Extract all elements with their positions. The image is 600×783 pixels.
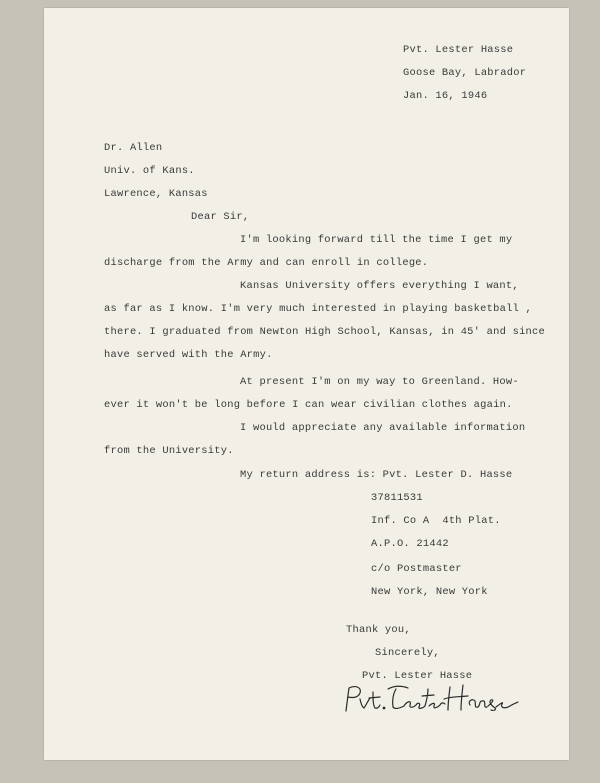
recipient-city: Lawrence, Kansas [104, 188, 208, 200]
body-line: ever it won't be long before I can wear civilian clothes again. [104, 399, 513, 411]
recipient-name: Dr. Allen [104, 142, 163, 154]
return-address-intro: My return address is: Pvt. Lester D. Hasse [240, 469, 513, 481]
body-line: Kansas University offers everything I want, [240, 280, 519, 292]
return-address-line: 37811531 [371, 492, 423, 504]
return-address-line: Inf. Co A 4th Plat. [371, 515, 501, 527]
return-address-line: A.P.O. 21442 [371, 538, 449, 550]
sender-name: Pvt. Lester Hasse [403, 44, 514, 56]
closing-thanks: Thank you, [346, 624, 411, 636]
body-line: from the University. [104, 445, 234, 457]
body-line: have served with the Army. [104, 349, 273, 361]
handwritten-signature [300, 677, 520, 719]
salutation: Dear Sir, [191, 211, 250, 223]
body-line: as far as I know. I'm very much interested in playing basketball , [104, 303, 533, 315]
return-address-line: c/o Postmaster [371, 563, 462, 575]
body-line: discharge from the Army and can enroll in college. [104, 257, 429, 269]
return-address-line: New York, New York [371, 586, 488, 598]
letter-date: Jan. 16, 1946 [403, 90, 488, 102]
sender-location: Goose Bay, Labrador [403, 67, 527, 79]
body-line: I'm looking forward till the time I get my [240, 234, 513, 246]
typed-name: Pvt. Lester Hasse [362, 670, 473, 682]
recipient-institution: Univ. of Kans. [104, 165, 195, 177]
closing-sincerely: Sincerely, [375, 647, 440, 659]
body-line: there. I graduated from Newton High School, Kansas, in 45' and since [104, 326, 546, 338]
body-line: I would appreciate any available information [240, 422, 526, 434]
body-line: At present I'm on my way to Greenland. How- [240, 376, 519, 388]
